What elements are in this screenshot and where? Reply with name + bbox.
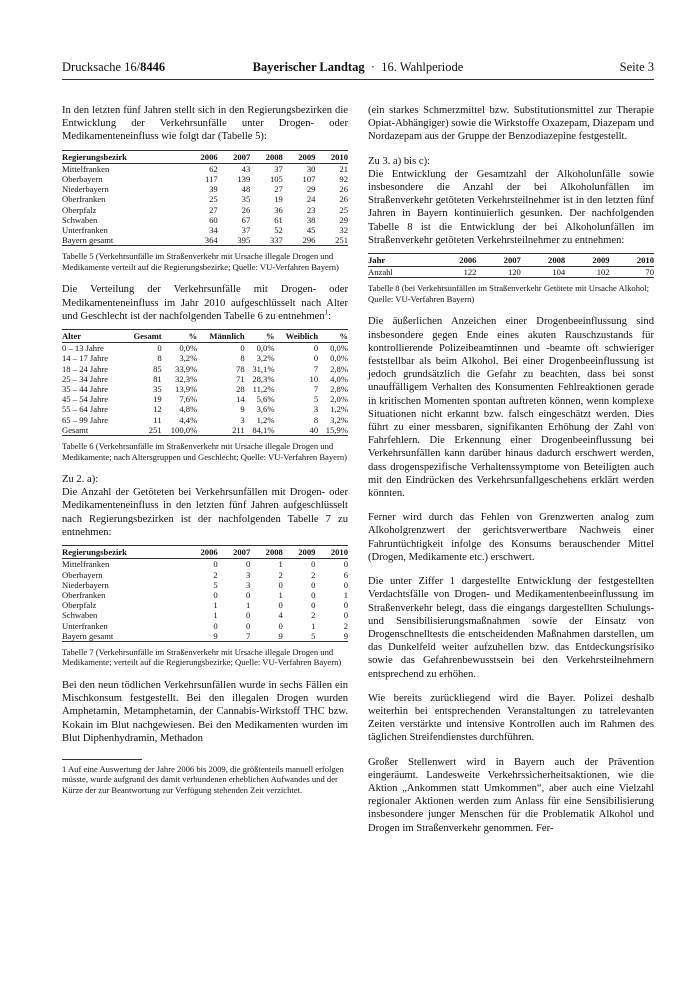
paragraph: Großer Stellenwert wird in Bayern auch der Prävention eingeräumt. Landesweite Verkehrssicherheitsaktionen, wie die Aktion „Ankommen statt Umkommen“, aber auch eine Vielzahl regionaler Aktionen werden zum Anlass für eine Sensibilisierung insbesondere junger Menschen für die Problematik Alkohol und Drogen im Straßenverkehr genommen. Fer- xyxy=(368,756,654,834)
column-header: 2006 xyxy=(185,150,218,163)
table-header-row xyxy=(62,330,348,343)
column-header: 2010 xyxy=(315,546,348,559)
table-cell: Mittelfranken xyxy=(62,163,110,174)
table-cell: 1 xyxy=(278,589,283,600)
column-header: 2008 xyxy=(250,546,283,559)
table-cell: 1 xyxy=(213,600,218,611)
table-cell: 29 xyxy=(339,214,348,225)
table-cell: 23 xyxy=(306,204,316,215)
table-cell: 0 xyxy=(343,600,348,611)
table-cell: 139 xyxy=(237,174,251,185)
table-cell: 19 xyxy=(153,394,162,405)
table-cell: 28 xyxy=(236,384,245,395)
table-cell: 71 xyxy=(236,373,245,384)
table-cell: 102 xyxy=(596,267,610,278)
column-header: Jahr xyxy=(368,254,432,267)
table-row xyxy=(62,394,348,404)
table-cell: Niederbayern xyxy=(62,579,109,590)
table-cell: Mittelfranken xyxy=(62,559,110,570)
table-cell: 0 xyxy=(213,589,218,600)
footnote-rule xyxy=(62,759,142,760)
table-cell: 100,0% xyxy=(170,424,198,435)
table-cell: Gesamt xyxy=(62,424,89,435)
table-cell: 3 xyxy=(240,414,245,425)
table-cell: 3 xyxy=(313,404,319,415)
table-cell: 45 – 54 Jahre xyxy=(62,394,109,405)
table-cell: 107 xyxy=(302,174,316,185)
table-row xyxy=(368,267,654,278)
table-row xyxy=(62,631,348,642)
table-cell: 25 xyxy=(339,204,348,215)
table-cell: 251 xyxy=(335,235,348,246)
table-cell: 0 xyxy=(343,559,348,570)
footnote: 1 Auf eine Auswertung der Jahre 2006 bis 2009, die größtenteils manuell erfolgen müsste, wurde aufgrund des damit verbundenen erheblichen Aufwandes und der Kürze der zur Beantwortung zur Verfügung stehenden Zeit verzichtet. xyxy=(62,763,344,795)
table-cell: 0 xyxy=(213,620,218,631)
column-header: Männlich xyxy=(197,330,244,343)
table-cell: Oberfranken xyxy=(62,194,106,205)
table-cell: Unterfranken xyxy=(62,225,108,236)
table-cell: 4,8% xyxy=(179,404,198,415)
header-rule xyxy=(62,79,654,80)
table-cell: 364 xyxy=(204,235,218,246)
table-cell: 0 xyxy=(245,620,251,631)
table-row xyxy=(62,184,348,194)
table-row xyxy=(62,343,348,354)
table-cell: 13,9% xyxy=(175,384,198,395)
table-cell: 21 xyxy=(339,163,348,174)
table-cell: 26 xyxy=(241,204,251,215)
table-cell: Anzahl xyxy=(368,267,393,278)
table-cell: 0 xyxy=(240,343,245,354)
table-row xyxy=(62,600,348,610)
table-cell: 8 xyxy=(313,414,319,425)
table-row xyxy=(62,364,348,374)
table-cell: 0 xyxy=(343,579,348,590)
table-cell: 105 xyxy=(269,174,283,185)
table-row xyxy=(62,205,348,215)
table-header-row xyxy=(62,150,348,163)
table-cell: 27 xyxy=(209,204,218,215)
table-cell: 43 xyxy=(241,163,251,174)
section-heading: Zu 2. a): xyxy=(62,474,99,486)
table-cell: 10 xyxy=(309,373,319,384)
table-cell: 55 – 64 Jahre xyxy=(62,404,109,415)
table-cell: 61 xyxy=(274,214,283,225)
column-header: 2009 xyxy=(565,254,609,267)
table-cell: 0 xyxy=(311,589,316,600)
table-row xyxy=(62,570,348,580)
paragraph: Wie bereits zurückliegend wird die Bayer. Polizei deshalb weiterhin bei entsprechenden Veranstaltungen zu tatrelevanten Zeiten verstärkte und intensive Kontrollen auch im Rahmen des täglichen Streifendienstes durchführen. xyxy=(368,692,654,744)
table-cell: 65 – 99 Jahre xyxy=(62,414,109,425)
table-cell: 2,8% xyxy=(330,384,348,395)
table-cell: 122 xyxy=(463,267,477,278)
paragraph: Die unter Ziffer 1 dargestellte Entwicklung der festgestellten Verdachtsfälle von Drogen- und Medikamentenbeeinflussung im Straßenverkehr belegt, dass die eingangs dargestellten Schulungs- und Sensibilisierungsmaßnahmen sowie der Einsatz von Drogenschnelltests die entscheidenden Maßnahmen darstellen, um das Dunkelfeld weiter aufzuhellen bzw. das Entdeckungsrisiko sowie das Gefahrenbewusstsein bei den Verkehrsteilnehmern entsprechend zu erhöhen. xyxy=(368,576,654,680)
table-cell: 24 xyxy=(306,194,316,205)
table-cell: 117 xyxy=(205,174,218,185)
table-cell: 211 xyxy=(232,424,245,435)
table-cell: 395 xyxy=(237,235,251,246)
table-cell: 0 xyxy=(311,600,316,611)
table-cell: Oberpfalz xyxy=(62,600,97,611)
table-cell: 29 xyxy=(306,184,316,195)
page-number: Seite 3 xyxy=(619,60,654,74)
paragraph: Die Verteilung der Verkehrsunfälle mit Drogen- oder Medikamenteneinfluss im Jahr 2010 aufgeschlüsselt nach Alter und Geschlecht ist der nachfolgenden Tabelle 6 zu entnehmen$^1$: xyxy=(62,284,348,322)
column-header: Gesamt xyxy=(124,330,162,343)
table-5 xyxy=(62,150,348,247)
table-cell: Bayern gesamt xyxy=(62,630,114,641)
table-cell: Niederbayern xyxy=(62,184,109,195)
table-cell: 5 xyxy=(313,394,319,405)
table-cell: 35 xyxy=(241,194,251,205)
table-cell: Unterfranken xyxy=(62,620,108,631)
table-row xyxy=(62,225,348,235)
table-cell: 38 xyxy=(306,214,316,225)
table-cell: 1 xyxy=(245,600,251,611)
table-cell: 8 xyxy=(157,353,162,364)
table-cell: 1,2% xyxy=(256,414,275,425)
table-cell: 8 xyxy=(240,353,245,364)
table-cell: 0 xyxy=(245,589,251,600)
table-row xyxy=(62,621,348,631)
column-header: 2007 xyxy=(218,150,251,163)
table-cell: 48 xyxy=(241,184,251,195)
table-8 xyxy=(368,253,654,278)
column-header: 2008 xyxy=(250,150,283,163)
table-cell: 81 xyxy=(153,373,162,384)
table-cell: 0,0% xyxy=(330,343,348,354)
table-cell: 18 – 24 Jahre xyxy=(62,363,109,374)
table-cell: Oberpfalz xyxy=(62,204,97,215)
table-cell: 2 xyxy=(213,569,218,580)
table-cell: 84,1% xyxy=(252,424,275,435)
column-header: 2007 xyxy=(218,546,251,559)
table-row xyxy=(62,174,348,184)
table-cell: 9 xyxy=(343,630,348,641)
table-row xyxy=(62,194,348,204)
table-cell: 7 xyxy=(313,363,319,374)
column-header: Regierungsbezirk xyxy=(62,546,185,559)
table-cell: 1 xyxy=(213,610,218,621)
table-cell: 14 – 17 Jahre xyxy=(62,353,109,364)
table-5-caption: Tabelle 5 (Verkehrsunfälle im Straßenverkehr mit Ursache illegale Drogen und Medikamente verteilt auf die Regierungsbezirke; Quelle: VU-Verfahren Bayern) xyxy=(62,251,339,272)
table-cell: 9 xyxy=(240,404,245,415)
table-cell: 5 xyxy=(311,630,316,641)
table-cell: 26 xyxy=(339,194,348,205)
table-cell: 70 xyxy=(645,267,654,278)
paragraph: Bei den neun tödlichen Verkehrsunfällen wurde in sechs Fällen ein Mischkonsum festgestellt. Bei den illegalen Drogen wurden Amphetamin, Metamphetamin, der Cannabis-Wirkstoff THC bzw. Kokain im Blut nachgewiesen. Bei den Medikamenten wurden im Blut Diphenhydramin, Methadon xyxy=(62,679,348,744)
table-cell: Bayern gesamt xyxy=(62,235,114,246)
table-cell: 0,0% xyxy=(330,353,348,364)
table-row xyxy=(62,610,348,620)
table-cell: 5 xyxy=(213,579,218,590)
column-header: 2009 xyxy=(283,150,316,163)
table-header-row xyxy=(368,254,654,267)
table-cell: 0 xyxy=(343,610,348,621)
table-cell: 30 xyxy=(306,163,316,174)
table-cell: 2 xyxy=(343,620,348,631)
column-header: % xyxy=(318,330,348,343)
table-cell: 9 xyxy=(213,630,218,641)
table-header-row xyxy=(62,546,348,559)
column-header: 2010 xyxy=(610,254,654,267)
table-cell: 52 xyxy=(274,225,283,236)
table-cell: 31,1% xyxy=(252,363,275,374)
table-cell: 25 xyxy=(209,194,218,205)
table-cell: Schwaben xyxy=(62,214,98,225)
table-cell: 32 xyxy=(339,225,348,236)
table-cell: 92 xyxy=(339,174,348,185)
parliament-title: Bayerischer Landtag · 16. Wahlperiode xyxy=(252,60,464,74)
table-cell: 0 xyxy=(313,343,319,354)
section-heading: Zu 3. a) bis c): xyxy=(368,155,431,167)
table-cell: 85 xyxy=(153,363,162,374)
table-cell: 4 xyxy=(278,610,283,621)
table-cell: Schwaben xyxy=(62,610,98,621)
table-cell: 6 xyxy=(343,569,348,580)
left-column xyxy=(62,104,348,795)
table-cell: 0,0% xyxy=(256,343,275,354)
table-cell: 0 xyxy=(311,559,316,570)
table-cell: 0 xyxy=(245,610,251,621)
table-cell: 40 xyxy=(309,424,319,435)
table-row xyxy=(62,404,348,414)
table-row xyxy=(62,384,348,394)
table-cell: 11 xyxy=(153,414,162,425)
paragraph: Die Anzahl der Getöteten bei Verkehrsunfällen mit Drogen- oder Medikamenteneinfluss in den letzten fünf Jahren aufgeschlüsselt nach Regierungsbezirken ist der nachfolgenden Tabelle 7 zu entnehmen: xyxy=(62,487,348,538)
table-cell: Oberbayern xyxy=(62,569,103,580)
table-cell: 1 xyxy=(311,620,316,631)
table-cell: 2 xyxy=(278,569,283,580)
table-cell: 78 xyxy=(236,363,245,374)
table-row xyxy=(62,580,348,590)
table-cell: 15,9% xyxy=(325,424,348,435)
table-cell: 2,0% xyxy=(330,394,348,405)
table-cell: 2 xyxy=(311,569,316,580)
table-cell: 7,6% xyxy=(179,394,198,405)
table-cell: 0 xyxy=(313,353,319,364)
table-cell: 28,3% xyxy=(252,373,275,384)
table-cell: 33,9% xyxy=(175,363,198,374)
table-row xyxy=(62,425,348,436)
table-cell: 3 xyxy=(245,569,251,580)
column-header: 2006 xyxy=(432,254,476,267)
column-header: 2006 xyxy=(185,546,218,559)
column-header: Weiblich xyxy=(275,330,319,343)
table-cell: 35 xyxy=(153,384,162,395)
table-row xyxy=(62,590,348,600)
table-cell: 0 – 13 Jahre xyxy=(62,343,104,354)
table-cell: 67 xyxy=(241,214,251,225)
table-cell: 120 xyxy=(507,267,521,278)
column-header: % xyxy=(245,330,275,343)
table-cell: 4,0% xyxy=(330,373,348,384)
table-cell: 39 xyxy=(209,184,218,195)
table-row xyxy=(62,415,348,425)
column-header: 2008 xyxy=(521,254,565,267)
table-row xyxy=(62,215,348,225)
table-row xyxy=(62,374,348,384)
paragraph: Die Entwicklung der Gesamtzahl der Alkoholunfälle sowie insbesondere die Anzahl der bei Alkoholunfällen im Straßenverkehr getöteten Verkehrsteilnehmer ist in den letzten fünf Jahren in Bayern kontinuierlich gesunken. Der nachfolgenden Tabelle 8 ist die Entwicklung der bei Alkoholunfällen im Straßenverkehr getöteten Verkehrsteilnehmer zu entnehmen: xyxy=(368,168,654,246)
column-header: 2007 xyxy=(476,254,520,267)
table-cell: Oberbayern xyxy=(62,174,103,185)
table-cell: 1 xyxy=(343,589,348,600)
table-8-caption: Tabelle 8 (bei Verkehrsunfällen im Straßenverkehr Getötete mit Ursache Alkohol; Quelle: VU-Verfahren Bayern) xyxy=(368,283,650,304)
table-7-caption: Tabelle 7 (Verkehrsunfälle im Straßenverkehr mit Ursache illegale Drogen und Medikamente; verteilt auf die Regierungsbezirke; Quelle: VU-Verfahren Bayern) xyxy=(62,646,342,668)
table-row xyxy=(62,163,348,174)
table-cell: 4,4% xyxy=(179,414,198,425)
table-cell: 3,6% xyxy=(256,404,275,415)
table-cell: 3,2% xyxy=(179,353,198,364)
paragraph: (ein starkes Schmerzmittel bzw. Substitutionsmittel zur Therapie Opiat-Abhängiger) sowie die Wirkstoffe Oxazepam, Diazepam und Nordazepam aus der Gruppe der Benzodiazepine festgestellt. xyxy=(368,105,654,143)
table-cell: 19 xyxy=(274,194,283,205)
table-cell: 0 xyxy=(311,579,316,590)
column-header: Regierungsbezirk xyxy=(62,150,185,163)
table-cell: 3,2% xyxy=(256,353,275,364)
table-cell: 1,2% xyxy=(330,404,348,415)
table-cell: 2,8% xyxy=(330,363,348,374)
table-cell: 60 xyxy=(209,214,218,225)
table-cell: 0 xyxy=(278,620,283,631)
table-cell: 104 xyxy=(552,267,566,278)
table-cell: 25 – 34 Jahre xyxy=(62,373,109,384)
table-cell: 251 xyxy=(148,424,162,435)
table-cell: 45 xyxy=(306,225,316,236)
table-7 xyxy=(62,545,348,642)
table-cell: 36 xyxy=(274,204,283,215)
page-header xyxy=(62,58,654,80)
column-header: % xyxy=(162,330,198,343)
table-cell: 2 xyxy=(311,610,316,621)
table-cell: 7 xyxy=(245,630,251,641)
column-header: 2010 xyxy=(315,150,348,163)
table-cell: 0 xyxy=(278,600,283,611)
table-cell: 35 – 44 Jahre xyxy=(62,384,109,395)
table-cell: 3 xyxy=(245,579,251,590)
table-cell: 5,6% xyxy=(256,394,275,405)
table-cell: 0,0% xyxy=(179,343,198,354)
table-cell: 26 xyxy=(339,184,348,195)
table-cell: 11,2% xyxy=(252,384,275,395)
table-cell: 62 xyxy=(209,163,218,174)
column-header: 2009 xyxy=(283,546,316,559)
document-number: Drucksache 16/8446 xyxy=(62,60,166,74)
table-cell: 0 xyxy=(157,343,162,354)
table-cell: 9 xyxy=(278,630,283,641)
table-cell: 27 xyxy=(274,184,283,195)
right-column xyxy=(368,104,654,835)
table-cell: 3,2% xyxy=(330,414,348,425)
table-cell: 0 xyxy=(245,559,251,570)
table-cell: 32,3% xyxy=(175,373,198,384)
table-6 xyxy=(62,329,348,436)
table-cell: Oberfranken xyxy=(62,589,106,600)
table-cell: 12 xyxy=(153,404,162,415)
table-cell: 296 xyxy=(302,235,316,246)
table-cell: 0 xyxy=(213,559,218,570)
table-cell: 37 xyxy=(274,163,283,174)
table-cell: 14 xyxy=(236,394,245,405)
paragraph: Ferner wird durch das Fehlen von Grenzwerten analog zum Alkoholgrenzwert der gerichtsverwertbare Nachweis einer Fahruntüchtigkeit infolge des Konsums berauschender Mittel (Drogen, Medikamente etc.) erschwert. xyxy=(368,512,654,563)
table-cell: 1 xyxy=(278,559,283,570)
table-cell: 34 xyxy=(209,225,218,236)
table-cell: 7 xyxy=(313,384,319,395)
paragraph: In den letzten fünf Jahren stellt sich in den Regierungsbezirken die Entwicklung der Verkehrsunfälle unter Drogen- oder Medikamenteneinfluss wie folgt dar (Tabelle 5): xyxy=(62,105,348,143)
table-row xyxy=(62,559,348,570)
table-row xyxy=(62,353,348,363)
table-cell: 337 xyxy=(269,235,283,246)
table-cell: 37 xyxy=(241,225,251,236)
column-header: Alter xyxy=(62,330,124,343)
table-cell: 0 xyxy=(278,579,283,590)
table-row xyxy=(62,235,348,246)
table-6-caption: Tabelle 6 (Verkehrsunfälle im Straßenverkehr mit Ursache illegale Drogen und Medikamente; nach Altersgruppen und Geschlecht; Quelle: VU-Verfahren Bayern) xyxy=(62,441,348,462)
paragraph: Die äußerlichen Anzeichen einer Drogenbeeinflussung sind insbesondere gegen Ende eines akuten Rauschzustands für kontrollierende Polizeibeamtinnen und -beamte oft schwieriger feststellbar als beim Alkohol. Bei einer Drogenbeeinflussung ist jedoch grundsätzlich die Gefahr zu beachten, dass bei sonst unauffälligem Verhalten des Konsumenten Fehlreaktionen gerade in kritischen Momenten spontan auftreten können, wenn komplexe Situationen nicht erkannt bzw. falsch eingeschätzt werden. Dies führt zu einer messbaren, signifikanten Erhöhung der Zahl von Fahrfehlern. Die Erkennung einer Drogenbeeinflussung bei Verkehrsunfällen kann darüber hinaus dadurch erschwert werden, dass drogenspezifische Verhaltenssymptome von Beteiligten auch mit den Eindrücken des Verkehrsunfallgeschehens erklärt werden könnten. xyxy=(368,316,654,500)
